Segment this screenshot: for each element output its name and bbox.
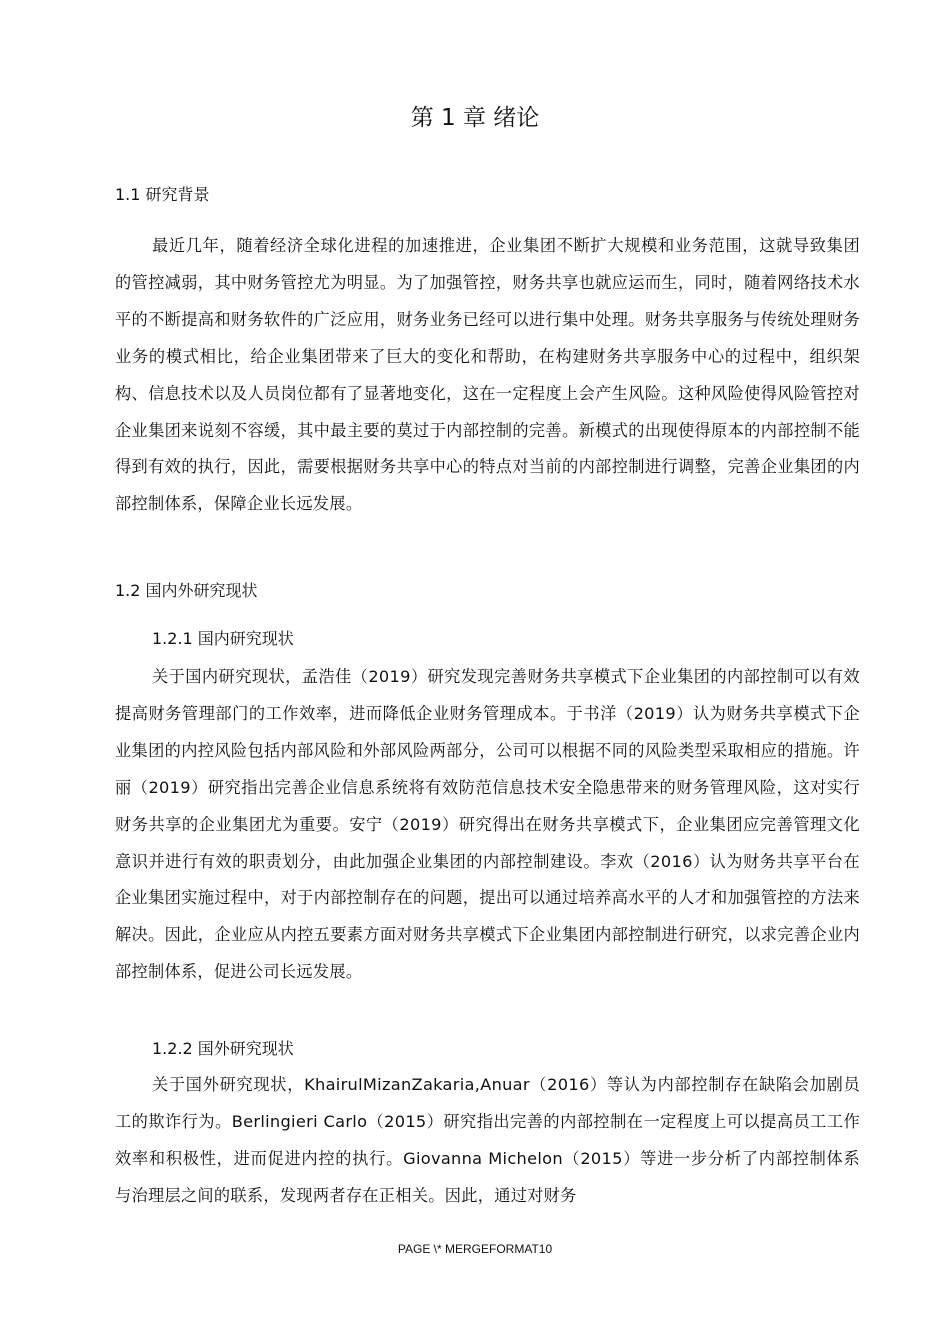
paragraph-research-background: 最近几年，随着经济全球化进程的加速推进，企业集团不断扩大规模和业务范围，这就导致集团的管控减弱，其中财务管控尤为明显。为了加强管控，财务共享也就应运而生，同时，随着网络技术水平的不断提高和财务软件的广泛应用，财务业务已经可以进行集中处理。财务共享服务与传统处理财务业务的模式相比，给企业集团带来了巨大的变化和帮助，在构建财务共享服务中心的过程中，组织架构、信息技术以及人员岗位都有了显著地变化，这在一定程度上会产生风险。这种风险使得风险管控对企业集团来说刻不容缓，其中最主要的莫过于内部控制的完善。新模式的出现使得原本的内部控制不能得到有效的执行，因此，需要根据财务共享中心的特点对当前的内部控制进行调整，完善企业集团的内部控制体系，保障企业长远发展。 <box>115 236 860 514</box>
chapter-title: 第 1 章 绪论 <box>410 105 540 131</box>
section-heading-1-2: 1.2 国内外研究现状 <box>115 581 258 600</box>
subsection-heading-1-2-2: 1.2.2 国外研究现状 <box>152 1039 294 1058</box>
subsection-heading-1-2-1: 1.2.1 国内研究现状 <box>152 629 294 648</box>
section-heading-1-1: 1.1 研究背景 <box>115 185 210 204</box>
paragraph-domestic-research: 关于国内研究现状，孟浩佳（2019）研究发现完善财务共享模式下企业集团的内部控制可以有效提高财务管理部门的工作效率，进而降低企业财务管理成本。于书洋（2019）认为财务共享模式下企业集团的内控风险包括内部风险和外部风险两部分，公司可以根据不同的风险类型采取相应的措施。许丽（2019）研究指出完善企业信息系统将有效防范信息技术安全隐患带来的财务管理风险，这对实行财务共享的企业集团尤为重要。安宁（2019）研究得出在财务共享模式下，企业集团应完善管理文化意识并进行有效的职责划分，由此加强企业集团的内部控制建设。李欢（2016）认为财务共享平台在企业集团实施过程中，对于内部控制存在的问题，提出可以通过培养高水平的人才和加强管控的方法来解决。因此，企业应从内控五要素方面对财务共享模式下企业集团内部控制进行研究，以求完善企业内部控制体系，促进公司长远发展。 <box>115 667 860 982</box>
page-footer: PAGE \* MERGEFORMAT10 <box>397 1242 553 1256</box>
paragraph-foreign-research: 关于国外研究现状，KhairulMizanZakaria,Anuar（2016）等认为内部控制存在缺陷会加剧员工的欺诈行为。Berlingieri Carlo（2015）研究指出完善的内部控制在一定程度上可以提高员工工作效率和积极性，进而促进内控的执行。Giovanna Michelon（2015）等进一步分析了内部控制体系与治理层之间的联系，发现两者存在正相关。因此，通过对财务 <box>115 1075 860 1205</box>
